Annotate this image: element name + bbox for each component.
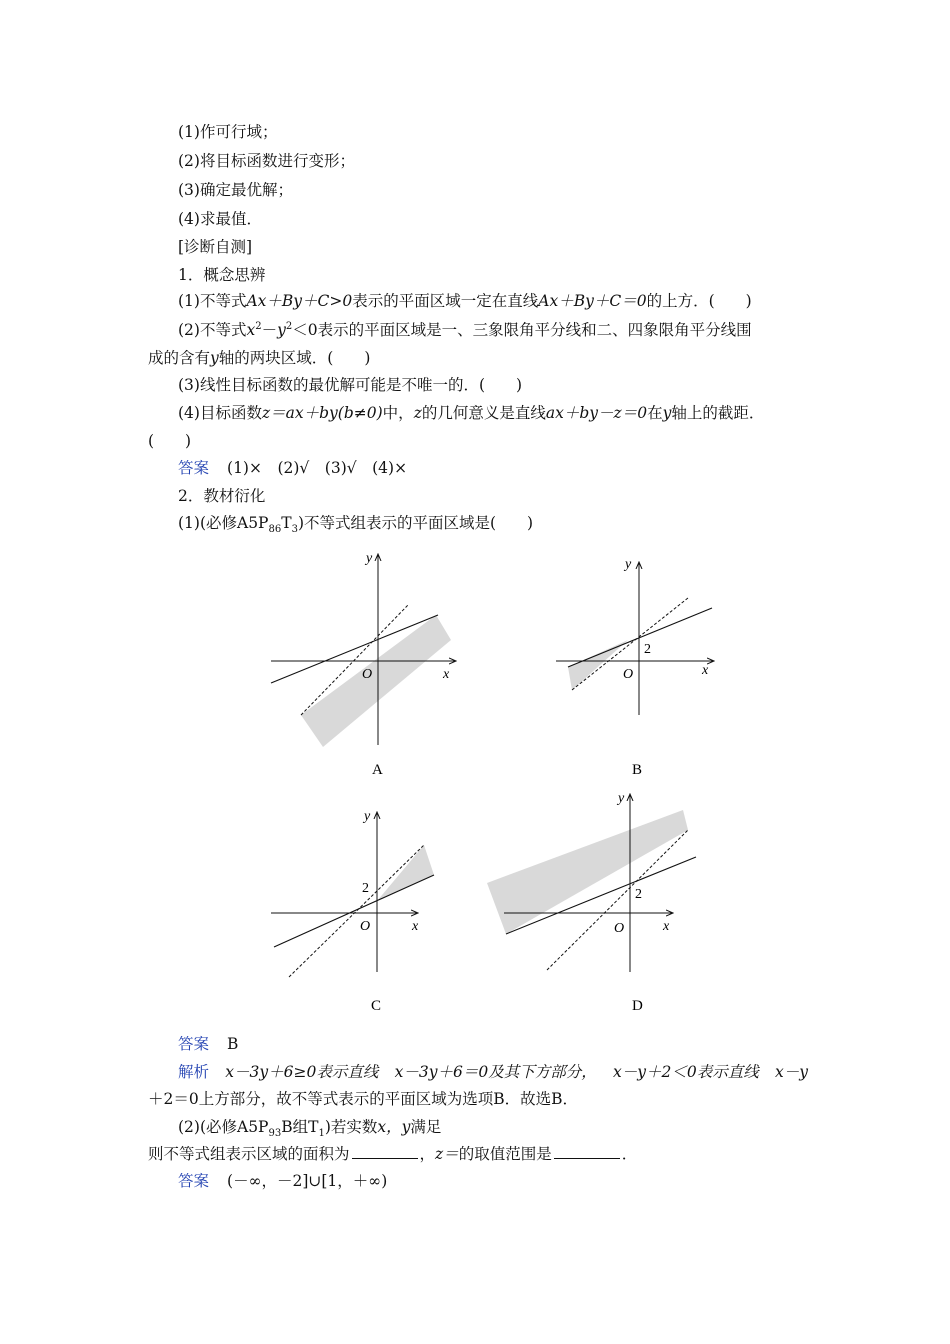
panel-d-x-label: x <box>663 919 670 934</box>
panel-c-intercept: 2 <box>362 881 369 896</box>
panel-b-label: B <box>632 762 643 778</box>
panel-c-y-label: y <box>364 809 371 824</box>
answer-label: 答案 <box>178 459 210 477</box>
panel-a-y-label: y <box>366 551 373 566</box>
answer-label: 答案 <box>178 1035 210 1053</box>
step-2: (2)将目标函数进行变形； <box>178 152 355 170</box>
q1-statement-4-cont: ( ) <box>148 432 192 450</box>
step-3: (3)确定最优解； <box>178 181 293 199</box>
panel-b-solid-line <box>568 608 712 667</box>
panel-c-solid-line <box>274 875 434 947</box>
panel-a-x-label: x <box>443 667 450 682</box>
panel-d <box>487 791 696 1014</box>
panel-a-shaded-region <box>301 615 451 747</box>
panel-b <box>556 557 714 778</box>
panel-d-origin: O <box>614 921 625 936</box>
q1-statement-4: (4)目标函数z＝ax＋by(b≠0)中，z的几何意义是直线ax＋by－z＝0在y轴上的截距． <box>178 404 765 422</box>
panel-a-origin: O <box>362 667 373 682</box>
panel-c <box>271 809 434 1014</box>
q1-heading: 1．概念思辨 <box>178 266 266 284</box>
panel-c-label: C <box>371 998 382 1014</box>
q1-statement-2: (2)不等式$x^2-y^2<0$表示的平面区域是一、三象限角平分线和二、四象限角平分线围 <box>178 320 752 339</box>
region-options-figure <box>256 540 732 1030</box>
answer-label: 答案 <box>178 1172 210 1190</box>
math-inequality: Ax＋By＋C>0 <box>246 292 353 310</box>
panel-b-shaded-region <box>568 640 628 690</box>
figure-svg <box>256 540 732 1030</box>
step-4: (4)求最值． <box>178 210 262 228</box>
panel-c-dashed-line <box>289 845 424 977</box>
panel-c-x-label: x <box>412 919 419 934</box>
panel-d-intercept: 2 <box>635 887 642 902</box>
step-1: (1)作可行域； <box>178 123 278 141</box>
q1-statement-3: (3)线性目标函数的最优解可能是不唯一的．( ) <box>178 376 523 394</box>
q2-analysis-cont: ＋2＝0上方部分，故不等式表示的平面区域为选项B．故选B． <box>148 1090 579 1108</box>
area-blank <box>352 1144 418 1159</box>
q1-answer: 答案 (1)× (2)√ (3)√ (4)× <box>178 459 408 477</box>
panel-d-label: D <box>632 998 643 1014</box>
q2-problem-2: (2)(必修$A5P_{93}B$组$T_1$)若实数x，y满足 <box>178 1118 442 1140</box>
panel-d-y-label: y <box>618 791 625 806</box>
section-title: [诊断自测] <box>178 238 253 256</box>
panel-c-shaded-region <box>377 845 434 901</box>
q1-statement-1: (1)不等式Ax＋By＋C>0表示的平面区域一定在直线Ax＋By＋C＝0的上方．( ) <box>178 292 752 310</box>
panel-c-origin: O <box>360 919 371 934</box>
math-line: Ax＋By＋C＝0 <box>538 292 647 310</box>
range-blank <box>554 1144 620 1159</box>
q2-answer-2: 答案 (－∞，－2]∪[1，＋∞) <box>178 1172 388 1190</box>
panel-a-label: A <box>372 762 383 778</box>
analysis-label: 解析 <box>178 1063 210 1081</box>
q2-answer-1: 答案 B <box>178 1035 239 1053</box>
panel-b-y-label: y <box>625 557 632 572</box>
panel-b-origin: O <box>623 667 634 682</box>
panel-a <box>271 551 456 778</box>
panel-b-x-label: x <box>702 663 709 678</box>
q2-problem-1: (1)(必修$A5P_{86}T_3$)不等式组表示的平面区域是( ) <box>178 514 534 536</box>
q2-problem-2-cont: 则不等式组表示区域的面积为 ，z＝的取值范围是 ． <box>148 1145 638 1163</box>
q1-statement-2-cont: 成的含有y轴的两块区域．( ) <box>148 349 371 367</box>
panel-b-intercept: 2 <box>644 642 651 657</box>
q2-heading: 2．教材衍化 <box>178 487 266 505</box>
q2-analysis: 解析 x－3y＋6≥0表示直线 x－3y＋6＝0及其下方部分， x－y＋2＜0表示直线 x－y <box>178 1063 808 1081</box>
